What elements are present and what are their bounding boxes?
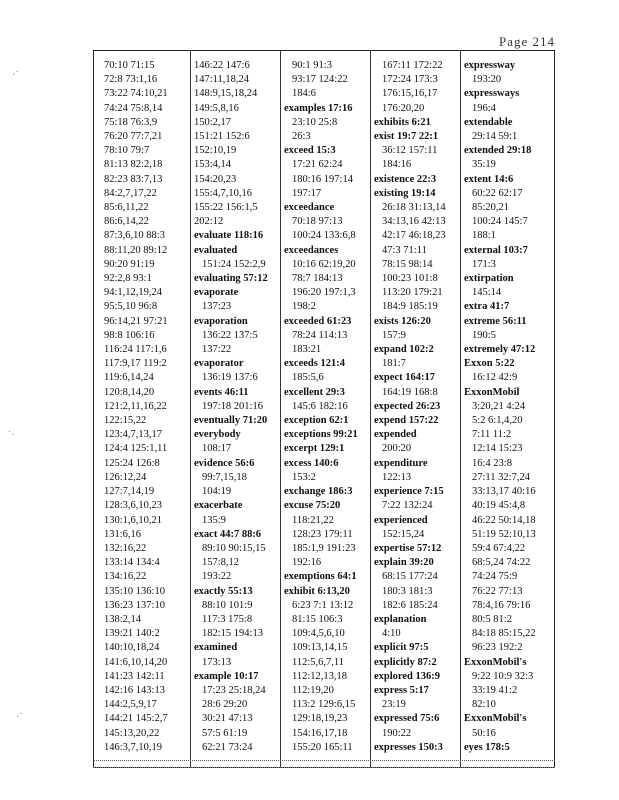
index-reference: 51:19 52:10,13	[472, 528, 536, 540]
index-term: experienced	[374, 514, 428, 526]
index-reference: 129:18,19,23	[292, 713, 348, 725]
index-reference: 116:24 117:1,6	[104, 344, 167, 356]
index-reference: 145:6 182:16	[292, 400, 348, 412]
index-reference: 40:19 45:4,8	[472, 500, 526, 512]
index-reference: 72:8 73:1,16	[104, 74, 158, 86]
index-reference: 100:24 145:7	[472, 216, 528, 228]
margin-mark: ·˙	[12, 70, 19, 81]
index-reference: 68:15 177:24	[382, 571, 438, 583]
index-reference: 153:4,14	[194, 159, 232, 171]
index-reference: 138:2,14	[104, 613, 142, 625]
index-reference: 128:3,6,10,23	[104, 500, 163, 512]
index-term: exception 62:1	[284, 415, 349, 427]
column-divider	[190, 51, 191, 767]
index-reference: 75:18 76:3,9	[104, 116, 158, 128]
index-term: ExxonMobil	[464, 386, 520, 398]
index-term: exists 126:20	[374, 315, 431, 327]
index-reference: 196:4	[472, 102, 496, 114]
index-term: exhibit 6:13,20	[284, 585, 350, 597]
index-term: explain 39:20	[374, 557, 434, 569]
index-reference: 190:22	[382, 727, 412, 739]
index-reference: 7:22 132:24	[382, 500, 433, 512]
index-reference: 76:22 77:13	[472, 585, 523, 597]
index-reference: 78:7 184:13	[292, 273, 343, 285]
index-reference: 92:2,8 93:1	[104, 273, 152, 285]
index-term: excuse 75:20	[284, 500, 341, 512]
index-reference: 148:9,15,18,24	[194, 88, 258, 100]
index-term: exacerbate	[194, 500, 243, 512]
index-reference: 144:21 145:2,7	[104, 713, 168, 725]
index-reference: 146:3,7,10,19	[104, 741, 163, 753]
index-reference: 124:4 125:1,11	[104, 443, 168, 455]
index-reference: 193:20	[472, 74, 502, 86]
index-reference: 17:23 25:18,24	[202, 684, 266, 696]
index-reference: 94:1,12,19,24	[104, 287, 163, 299]
index-reference: 136:22 137:5	[202, 329, 258, 341]
index-column-4	[374, 59, 446, 755]
index-reference: 104:19	[202, 486, 232, 498]
index-reference: 164:19 168:8	[382, 386, 438, 398]
index-reference: 136:23 137:10	[104, 599, 165, 611]
index-reference: 96:14,21 97:21	[104, 315, 168, 327]
index-reference: 197:17	[292, 187, 322, 199]
index-reference: 33:13,17 40:16	[472, 486, 536, 498]
index-reference: 28:6 29:20	[202, 699, 248, 711]
index-reference: 35:19	[472, 159, 496, 171]
index-reference: 78:4,16 79:16	[472, 599, 531, 611]
index-term: expressed 75:6	[374, 713, 440, 725]
index-reference: 74:24 75:9	[472, 571, 518, 583]
index-term: evaluate 118:16	[194, 230, 264, 242]
index-reference: 33:19 41:2	[472, 684, 518, 696]
index-reference: 152:15,24	[382, 528, 425, 540]
footer-rule	[93, 760, 555, 768]
index-term: exceptions 99:21	[284, 429, 358, 441]
index-reference: 62:21 73:24	[202, 741, 253, 753]
index-reference: 122:15,22	[104, 415, 147, 427]
index-reference: 193:22	[202, 571, 232, 583]
index-term: exist 19:7 22:1	[374, 131, 439, 143]
index-term: extendable	[464, 116, 513, 128]
margin-mark: ·˙	[16, 712, 23, 723]
index-reference: 139:21 140:2	[104, 628, 160, 640]
index-reference: 188:1	[472, 230, 496, 242]
index-term: experience 7:15	[374, 486, 444, 498]
index-reference: 80:5 81:2	[472, 613, 512, 625]
index-term: extreme 56:11	[464, 315, 527, 327]
margin-mark: ˙·	[8, 430, 15, 441]
index-term: expect 164:17	[374, 372, 435, 384]
index-term: excerpt 129:1	[284, 443, 345, 455]
index-term: ExxonMobil's	[464, 656, 527, 668]
index-reference: 84:2,7,17,22	[104, 187, 157, 199]
index-reference: 59:4 67:4,22	[472, 542, 526, 554]
index-reference: 198:2	[292, 301, 316, 313]
index-reference: 113:2 129:6,15	[292, 699, 356, 711]
index-reference: 26:3	[292, 131, 311, 143]
index-reference: 184:9 185:19	[382, 301, 438, 313]
index-term: external 103:7	[464, 244, 528, 256]
index-term: extra 41:7	[464, 301, 510, 313]
column-divider	[280, 51, 281, 767]
index-reference: 150:2,17	[194, 116, 232, 128]
index-reference: 23:19	[382, 699, 406, 711]
index-term: evaporation	[194, 315, 248, 327]
index-term: evaluated	[194, 244, 238, 256]
index-reference: 88:11,20 89:12	[104, 244, 168, 256]
index-reference: 176:15,16,17	[382, 88, 438, 100]
index-reference: 117:3 175:8	[202, 613, 253, 625]
index-reference: 68:5,24 74:22	[472, 557, 531, 569]
index-reference: 117:9,17 119:2	[104, 358, 167, 370]
index-term: exchange 186:3	[284, 486, 353, 498]
index-reference: 184:16	[382, 159, 412, 171]
index-term: excellent 29:3	[284, 386, 345, 398]
index-term: expend 157:22	[374, 415, 439, 427]
index-term: evaporator	[194, 358, 244, 370]
index-reference: 78:15 98:14	[382, 258, 433, 270]
index-reference: 154:20,23	[194, 173, 237, 185]
index-term: exemptions 64:1	[284, 571, 357, 583]
index-term: exceeded 61:23	[284, 315, 352, 327]
index-reference: 157:8,12	[202, 557, 240, 569]
index-reference: 132:16,22	[104, 542, 147, 554]
index-reference: 17:21 62:24	[292, 159, 343, 171]
index-reference: 192:16	[292, 557, 322, 569]
index-reference: 182:6 185:24	[382, 599, 438, 611]
index-reference: 152:10,19	[194, 145, 237, 157]
index-reference: 82:23 83:7,13	[104, 173, 163, 185]
index-reference: 89:10 90:15,15	[202, 542, 266, 554]
index-reference: 121:2,11,16,22	[104, 400, 167, 412]
index-reference: 109:13,14,15	[292, 642, 348, 654]
index-column-1	[104, 59, 168, 755]
index-term: evidence 56:6	[194, 457, 255, 469]
index-reference: 6:23 7:1 13:12	[292, 599, 354, 611]
column-divider	[460, 51, 461, 767]
index-reference: 5:2 6:1,4,20	[472, 415, 523, 427]
index-reference: 9:22 10:9 32:3	[472, 670, 534, 682]
index-reference: 200:20	[382, 443, 412, 455]
index-reference: 93:17 124:22	[292, 74, 348, 86]
index-reference: 84:18 85:15,22	[472, 628, 536, 640]
index-reference: 87:3,6,10 88:3	[104, 230, 165, 242]
index-term: expected 26:23	[374, 400, 441, 412]
index-reference: 42:17 46:18,23	[382, 230, 446, 242]
index-reference: 113:20 179:21	[382, 287, 443, 299]
index-term: expressways	[464, 88, 520, 100]
page-number: Page 214	[498, 34, 555, 49]
index-reference: 157:9	[382, 329, 406, 341]
index-reference: 182:15 194:13	[202, 628, 263, 640]
index-reference: 85:6,11,22	[104, 202, 149, 214]
index-reference: 167:11 172:22	[382, 60, 443, 71]
index-reference: 180:3 181:3	[382, 585, 433, 597]
index-reference: 81:15 106:3	[292, 613, 343, 625]
index-reference: 112:5,6,7,11	[292, 656, 345, 668]
index-term: expenditure	[374, 457, 428, 469]
index-reference: 155:4,7,10,16	[194, 187, 253, 199]
index-reference: 3:20,21 4:24	[472, 400, 526, 412]
index-reference: 90:20 91:19	[104, 258, 155, 270]
index-reference: 98:8 106:16	[104, 329, 155, 341]
index-term: exceeds 121:4	[284, 358, 345, 370]
index-term: expertise 57:12	[374, 542, 442, 554]
index-reference: 112:19,20	[292, 684, 334, 696]
index-reference: 181:7	[382, 358, 406, 370]
index-reference: 151:21 152:6	[194, 131, 250, 143]
index-reference: 137:22	[202, 344, 232, 356]
index-reference: 123:4,7,13,17	[104, 429, 163, 441]
index-reference: 125:24 126:8	[104, 457, 160, 469]
index-reference: 128:23 179:11	[292, 528, 353, 540]
index-term: expand 102:2	[374, 344, 434, 356]
index-reference: 127:7,14,19	[104, 486, 155, 498]
index-reference: 109:4,5,6,10	[292, 628, 345, 640]
index-term: examined	[194, 642, 238, 654]
index-reference: 57:5 61:19	[202, 727, 248, 739]
index-reference: 29:14 59:1	[472, 131, 518, 143]
index-reference: 99:7,15,18	[202, 471, 247, 483]
index-reference: 96:23 192:2	[472, 642, 523, 654]
index-reference: 146:22 147:6	[194, 60, 250, 71]
index-term: existing 19:14	[374, 187, 436, 199]
index-reference: 155:22 156:1,5	[194, 202, 258, 214]
index-reference: 202:12	[194, 216, 224, 228]
index-reference: 154:16,17,18	[292, 727, 348, 739]
index-reference: 134:16,22	[104, 571, 147, 583]
index-reference: 137:23	[202, 301, 232, 313]
index-reference: 86:6,14,22	[104, 216, 149, 228]
index-reference: 141:23 142:11	[104, 670, 165, 682]
index-reference: 190:5	[472, 329, 496, 341]
index-term: Exxon 5:22	[464, 358, 515, 370]
index-term: extirpation	[464, 273, 514, 285]
index-term: everybody	[194, 429, 241, 441]
index-reference: 60:22 62:17	[472, 187, 523, 199]
index-term: explored 136:9	[374, 670, 441, 682]
index-reference: 16:12 42:9	[472, 372, 518, 384]
index-term: expended	[374, 429, 417, 441]
index-reference: 120:8,14,20	[104, 386, 155, 398]
index-reference: 81:13 82:2,18	[104, 159, 163, 171]
index-reference: 151:24 152:2,9	[202, 258, 266, 270]
index-reference: 141:6,10,14,20	[104, 656, 168, 668]
index-reference: 82:10	[472, 699, 496, 711]
index-term: expresses 150:3	[374, 741, 443, 753]
index-term: exhibits 6:21	[374, 116, 431, 128]
index-reference: 122:13	[382, 471, 412, 483]
index-reference: 149:5,8,16	[194, 102, 239, 114]
index-column-3	[284, 59, 358, 755]
index-reference: 118:21,22	[292, 514, 334, 526]
index-term: exceedances	[284, 244, 339, 256]
index-reference: 27:11 32:7,24	[472, 471, 530, 483]
index-reference: 34:13,16 42:13	[382, 216, 446, 228]
index-table	[93, 50, 555, 768]
index-reference: 85:20,21	[472, 202, 510, 214]
index-reference: 197:18 201:16	[202, 400, 263, 412]
index-reference: 130:1,6,10,21	[104, 514, 163, 526]
index-reference: 184:6	[292, 88, 316, 100]
index-reference: 196:20 197:1,3	[292, 287, 356, 299]
index-reference: 133:14 134:4	[104, 557, 160, 569]
index-reference: 12:14 15:23	[472, 443, 523, 455]
index-reference: 185:5,6	[292, 372, 324, 384]
index-reference: 155:20 165:11	[292, 741, 353, 753]
index-term: ExxonMobil's	[464, 713, 527, 725]
index-column-2	[194, 59, 268, 755]
index-term: extremely 47:12	[464, 344, 536, 356]
index-reference: 50:16	[472, 727, 496, 739]
index-reference: 26:18 31:13,14	[382, 202, 446, 214]
index-reference: 76:20 77:7,21	[104, 131, 163, 143]
index-term: evaluating 57:12	[194, 273, 268, 285]
index-reference: 36:12 157:11	[382, 145, 438, 157]
index-reference: 144:2,5,9,17	[104, 699, 157, 711]
index-reference: 73:22 74:10,21	[104, 88, 168, 100]
index-reference: 46:22 50:14,18	[472, 514, 536, 526]
index-reference: 119:6,14,24	[104, 372, 154, 384]
index-reference: 30:21 47:13	[202, 713, 253, 725]
index-reference: 145:14	[472, 287, 502, 299]
index-term: examples 17:16	[284, 102, 353, 114]
index-reference: 100:24 133:6,8	[292, 230, 356, 242]
index-reference: 135:10 136:10	[104, 585, 165, 597]
index-reference: 183:21	[292, 344, 322, 356]
index-reference: 172:24 173:3	[382, 74, 438, 86]
index-reference: 173:13	[202, 656, 232, 668]
index-term: extent 14:6	[464, 173, 514, 185]
index-reference: 4:10	[382, 628, 401, 640]
index-term: explanation	[374, 613, 427, 625]
index-term: expressway	[464, 60, 516, 71]
index-reference: 126:12,24	[104, 471, 147, 483]
index-term: existence 22:3	[374, 173, 437, 185]
index-reference: 70:18 97:13	[292, 216, 343, 228]
index-reference: 10:16 62:19,20	[292, 258, 356, 270]
index-reference: 16:4 23:8	[472, 457, 512, 469]
index-term: excess 140:6	[284, 457, 339, 469]
index-reference: 70:10 71:15	[104, 60, 155, 71]
index-reference: 7:11 11:2	[472, 429, 512, 441]
index-term: eyes 178:5	[464, 741, 510, 753]
index-reference: 90:1 91:3	[292, 60, 332, 71]
index-reference: 100:23 101:8	[382, 273, 438, 285]
column-divider	[370, 51, 371, 767]
index-reference: 140:10,18,24	[104, 642, 160, 654]
index-term: extended 29:18	[464, 145, 532, 157]
index-reference: 145:13,20,22	[104, 727, 160, 739]
index-term: explicit 97:5	[374, 642, 429, 654]
index-term: exactly 55:13	[194, 585, 253, 597]
index-reference: 171:3	[472, 258, 496, 270]
index-column-5	[464, 59, 536, 755]
index-reference: 131:6,16	[104, 528, 142, 540]
index-reference: 136:19 137:6	[202, 372, 258, 384]
index-reference: 147:11,18,24	[194, 74, 250, 86]
index-term: example 10:17	[194, 670, 259, 682]
index-reference: 95:5,10 96:8	[104, 301, 158, 313]
index-reference: 135:9	[202, 514, 226, 526]
index-term: explicitly 87:2	[374, 656, 437, 668]
index-reference: 185:1,9 191:23	[292, 542, 356, 554]
index-reference: 23:10 25:8	[292, 116, 338, 128]
index-term: eventually 71:20	[194, 415, 268, 427]
index-reference: 78:24 114:13	[292, 329, 348, 341]
index-term: exceedance	[284, 202, 335, 214]
index-reference: 74:24 75:8,14	[104, 102, 163, 114]
index-term: events 46:11	[194, 386, 249, 398]
index-reference: 142:16 143:13	[104, 684, 165, 696]
index-term: exceed 15:3	[284, 145, 336, 157]
index-reference: 180:16 197:14	[292, 173, 353, 185]
index-reference: 108:17	[202, 443, 232, 455]
index-reference: 112:12,13,18	[292, 670, 348, 682]
index-reference: 153:2	[292, 471, 316, 483]
index-term: evaporate	[194, 287, 239, 299]
index-reference: 47:3 71:11	[382, 244, 427, 256]
index-reference: 78:10 79:7	[104, 145, 150, 157]
index-reference: 88:10 101:9	[202, 599, 253, 611]
index-reference: 176:20,20	[382, 102, 425, 114]
index-term: exact 44:7 88:6	[194, 528, 262, 540]
index-term: express 5:17	[374, 684, 429, 696]
